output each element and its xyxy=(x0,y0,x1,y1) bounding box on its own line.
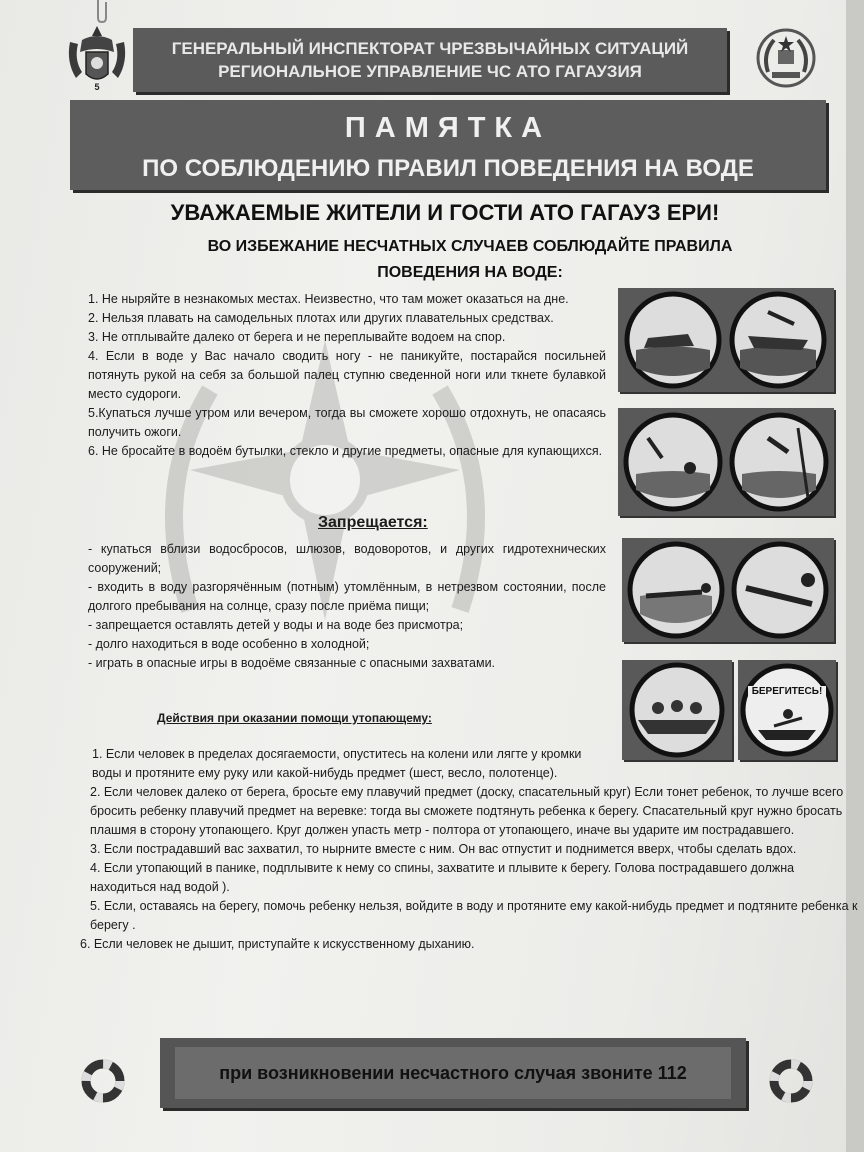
greeting-heading: УВАЖАЕМЫЕ ЖИТЕЛИ И ГОСТИ АТО ГАГАУЗ ЕРИ! xyxy=(170,200,720,225)
warning-sign-label: БЕРЕГИТЕСЬ! xyxy=(748,686,826,697)
rules-list xyxy=(88,290,606,461)
boat-and-diving-illustration-icon xyxy=(618,288,834,392)
intro-line-1: ВО ИЗБЕЖАНИЕ НЕСЧАТНЫХ СЛУЧАЕВ СОБЛЮДАЙТЕ ПРАВИЛА xyxy=(207,238,733,255)
rule-item: 3. Не отплывайте далеко от берега и не переплывайте водоем на спор. xyxy=(88,330,506,344)
forbidden-item: - играть в опасные игры в водоёме связанные с опасными захватами. xyxy=(88,656,496,670)
action-item: 4. Если утопающий в панике, подплывите к нему со спины, захватите и плывите к берегу. Голова пострадавшего должна находиться над водой ). xyxy=(90,861,795,894)
moldova-coat-of-arms-icon xyxy=(62,22,132,94)
action-item: 5. Если, оставаясь на берегу, помочь ребенку нельзя, войдите в воду и протяните ему какой-нибудь предмет и подтяните ребенка к берегу . xyxy=(90,899,858,932)
svg-text:5: 5 xyxy=(94,82,100,92)
title-subtitle: ПО СОБЛЮДЕНИЮ ПРАВИЛ ПОВЕДЕНИЯ НА ВОДЕ xyxy=(142,155,754,182)
header-line-2: РЕГИОНАЛЬНОЕ УПРАВЛЕНИЕ ЧС АТО ГАГАУЗИЯ xyxy=(218,62,642,81)
illustration-panel-1 xyxy=(618,288,834,392)
paper-clip-icon xyxy=(88,0,128,24)
intro-line-2: ПОВЕДЕНИЯ НА ВОДЕ: xyxy=(377,264,563,281)
actions-heading: Действия при оказании помощи утопающему: xyxy=(157,711,432,725)
rule-item: 2. Нельзя плавать на самодельных плотах или других плавательных средствах. xyxy=(88,311,554,325)
forbidden-item: - долго находиться в воде особенно в холодной; xyxy=(88,637,370,651)
intro-heading xyxy=(150,234,790,286)
forbidden-heading: Запрещается: xyxy=(318,514,428,531)
actions-list xyxy=(80,745,860,954)
background-edge xyxy=(846,0,864,1152)
gagauzia-emblem-icon xyxy=(752,24,820,92)
header-banner xyxy=(133,28,727,92)
rule-item: 1. Не ныряйте в незнакомых местах. Неизвестно, что там может оказаться на дне. xyxy=(88,292,569,306)
illustration-panel-2 xyxy=(618,408,834,516)
forbidden-item: - запрещается оставлять детей у воды и на воде без присмотра; xyxy=(88,618,464,632)
title-main: ПАМЯТКА xyxy=(344,112,552,144)
rescue-swimmer-illustration-icon xyxy=(622,538,834,642)
action-item: 1. Если человек в пределах досягаемости, опуститесь на колени или лягте у кромки воды и протяните ему руку или какой-нибудь предмет (шест, весло, полотенце). xyxy=(92,747,582,780)
rule-item: 6. Не бросайте в водоём бутылки, стекло и другие предметы, опасные для купающихся. xyxy=(88,444,603,458)
header-line-1: ГЕНЕРАЛЬНЫЙ ИНСПЕКТОРАТ ЧРЕЗВЫЧАЙНЫХ СИТУАЦИЙ xyxy=(171,39,689,58)
footer-banner xyxy=(160,1038,746,1108)
life-ring-icon xyxy=(768,1058,814,1104)
action-item: 2. Если человек далеко от берега, бросьте ему плавучий предмет (доску, спасательный круг) Если тонет ребенок, то лучше всего бросить ребенку плавучий предмет на веревке: тогда вы сможете подтянуть ребенка к берегу. Спасательный круг нужно бросать плашмя в сторону утопающего. Круг должен упасть метр - полтора от утопающего, иначе вы ударите им пострадавшего. xyxy=(90,785,844,837)
forbidden-item: - входить в воду разгорячённым (потным) утомлённым, в нетрезвом состоянии, после долгого пребывания на солнце, сразу после приёма пищи; xyxy=(88,580,606,613)
illustration-panel-3 xyxy=(622,538,834,642)
rule-item: 5.Купаться лучше утром или вечером, тогда вы сможете хорошо отдохнуть, не опасаясь получить ожоги. xyxy=(88,406,606,439)
title-banner xyxy=(70,100,826,190)
swimming-and-jumping-illustration-icon xyxy=(618,408,834,516)
action-item: 6. Если человек не дышит, приступайте к искусственному дыханию. xyxy=(80,937,475,951)
forbidden-list xyxy=(88,540,606,673)
rule-item: 4. Если в воде у Вас начало сводить ногу - не паникуйте, постарайся посильней потянуть рукой на себя за большой палец ступню сведенной ноги или ткнете булавкой место судороги. xyxy=(88,349,606,401)
emergency-call-text: при возникновении несчастного случая звоните 112 xyxy=(175,1047,731,1099)
forbidden-item: - купаться вблизи водосбросов, шлюзов, водоворотов, и других гидротехнических сооружений; xyxy=(88,542,606,575)
life-ring-icon xyxy=(80,1058,126,1104)
action-item: 3. Если пострадавший вас захватил, то нырните вместе с ним. Он вас отпустит и поднимется вверх, чтобы сделать вдох. xyxy=(90,842,797,856)
